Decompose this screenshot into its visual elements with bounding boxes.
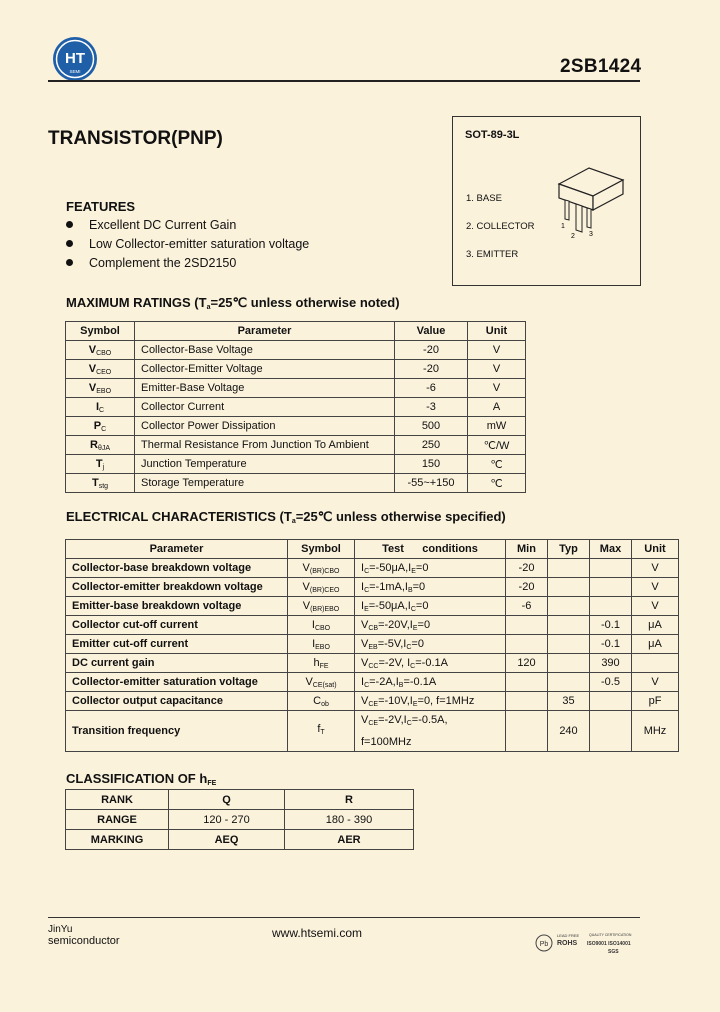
electrical-table bbox=[65, 539, 679, 752]
value-cell: 150 bbox=[395, 455, 468, 474]
svg-text:2: 2 bbox=[571, 233, 575, 240]
feature-item: Low Collector-emitter saturation voltage bbox=[66, 237, 309, 251]
classification-cell: AEQ bbox=[169, 830, 285, 850]
package-name: SOT-89-3L bbox=[465, 129, 520, 141]
features-heading: FEATURES bbox=[66, 199, 136, 214]
svg-text:ROHS: ROHS bbox=[557, 940, 578, 947]
table-row bbox=[66, 711, 679, 752]
min-cell: -20 bbox=[506, 559, 548, 578]
max-cell: -0.5 bbox=[590, 673, 632, 692]
table-row bbox=[66, 692, 679, 711]
feature-item: Complement the 2SD2150 bbox=[66, 256, 236, 270]
unit-cell bbox=[632, 654, 679, 673]
table-row bbox=[66, 455, 526, 474]
page-title: TRANSISTOR(PNP) bbox=[48, 128, 223, 149]
feature-item: Excellent DC Current Gain bbox=[66, 218, 236, 232]
parameter-cell: Collector-emitter breakdown voltage bbox=[66, 578, 288, 597]
svg-text:LEAD FREE: LEAD FREE bbox=[557, 933, 580, 938]
classification-table bbox=[65, 789, 414, 850]
max-cell bbox=[590, 597, 632, 616]
max-cell: -0.1 bbox=[590, 616, 632, 635]
symbol-cell: $V_{CBO}$ bbox=[66, 341, 135, 360]
unit-cell: mW bbox=[468, 417, 526, 436]
parameter-cell: Collector-Emitter Voltage bbox=[135, 360, 395, 379]
min-cell: 120 bbox=[506, 654, 548, 673]
table-row bbox=[66, 559, 679, 578]
value-cell: 250 bbox=[395, 436, 468, 455]
parameter-cell: DC current gain bbox=[66, 654, 288, 673]
typ-cell bbox=[548, 673, 590, 692]
parameter-cell: Collector Current bbox=[135, 398, 395, 417]
parameter-cell: Thermal Resistance From Junction To Ambient bbox=[135, 436, 395, 455]
table-row bbox=[66, 790, 414, 810]
symbol-cell: $f_T$ bbox=[288, 711, 355, 752]
max-ratings-table bbox=[65, 321, 526, 493]
table-row bbox=[66, 360, 526, 379]
unit-cell: A bbox=[468, 398, 526, 417]
condition-cell: $I_C=-50\mu A,I_E=0$ bbox=[355, 559, 506, 578]
symbol-cell: $R_{\theta JA}$ bbox=[66, 436, 135, 455]
min-cell bbox=[506, 692, 548, 711]
parameter-cell: Collector-Base Voltage bbox=[135, 341, 395, 360]
column-header: Value bbox=[395, 322, 468, 341]
classification-cell: Q bbox=[169, 790, 285, 810]
company-subtitle: semiconductor bbox=[48, 935, 120, 947]
column-header: Symbol bbox=[66, 322, 135, 341]
table-row bbox=[66, 474, 526, 493]
max-cell bbox=[590, 559, 632, 578]
typ-cell bbox=[548, 616, 590, 635]
table-row bbox=[66, 654, 679, 673]
symbol-cell: $C_{ob}$ bbox=[288, 692, 355, 711]
bullet-icon bbox=[66, 221, 73, 228]
value-cell: -55~+150 bbox=[395, 474, 468, 493]
unit-cell: V bbox=[632, 578, 679, 597]
value-cell: -3 bbox=[395, 398, 468, 417]
unit-cell: μA bbox=[632, 635, 679, 654]
unit-cell: ℃/W bbox=[468, 436, 526, 455]
symbol-cell: $T_j$ bbox=[66, 455, 135, 474]
max-cell bbox=[590, 711, 632, 752]
min-cell bbox=[506, 616, 548, 635]
certification-badges bbox=[535, 928, 655, 958]
svg-text:3: 3 bbox=[589, 231, 593, 238]
logo-subtext: SEMI bbox=[69, 69, 81, 74]
parameter-cell: Emitter-Base Voltage bbox=[135, 379, 395, 398]
unit-cell: V bbox=[632, 559, 679, 578]
svg-text:1: 1 bbox=[561, 223, 565, 230]
unit-cell: V bbox=[468, 379, 526, 398]
condition-cell: $I_C=-1mA,I_B=0$ bbox=[355, 578, 506, 597]
logo-text: HT bbox=[65, 50, 85, 67]
column-header: Max bbox=[590, 540, 632, 559]
part-number: 2SB1424 bbox=[560, 56, 642, 77]
unit-cell: V bbox=[632, 673, 679, 692]
classification-cell: AER bbox=[285, 830, 414, 850]
typ-cell bbox=[548, 578, 590, 597]
website-link[interactable]: www.htsemi.com bbox=[272, 926, 363, 940]
symbol-cell: $I_{EBO}$ bbox=[288, 635, 355, 654]
classification-cell: R bbox=[285, 790, 414, 810]
footer-divider bbox=[48, 917, 640, 918]
table-row bbox=[66, 379, 526, 398]
symbol-cell: $I_{CBO}$ bbox=[288, 616, 355, 635]
table-row bbox=[66, 810, 414, 830]
symbol-cell: $P_C$ bbox=[66, 417, 135, 436]
symbol-cell: $V_{(BR)CEO}$ bbox=[288, 578, 355, 597]
parameter-cell: Collector output capacitance bbox=[66, 692, 288, 711]
table-row bbox=[66, 578, 679, 597]
column-header: Unit bbox=[468, 322, 526, 341]
package-drawing bbox=[545, 162, 635, 242]
parameter-cell: Junction Temperature bbox=[135, 455, 395, 474]
min-cell: -6 bbox=[506, 597, 548, 616]
table-row bbox=[66, 436, 526, 455]
symbol-cell: $h_{FE}$ bbox=[288, 654, 355, 673]
svg-text:SGS: SGS bbox=[608, 949, 619, 955]
value-cell: 500 bbox=[395, 417, 468, 436]
classification-cell: RANK bbox=[66, 790, 169, 810]
symbol-cell: $V_{EBO}$ bbox=[66, 379, 135, 398]
max-cell bbox=[590, 578, 632, 597]
min-cell bbox=[506, 711, 548, 752]
unit-cell: V bbox=[468, 360, 526, 379]
bullet-icon bbox=[66, 259, 73, 266]
value-cell: -6 bbox=[395, 379, 468, 398]
symbol-cell: $V_{CE(sat)}$ bbox=[288, 673, 355, 692]
condition-cell: $V_{CC}=-2V$, $I_C=-0.1A$ bbox=[355, 654, 506, 673]
pin-label: 1. BASE bbox=[466, 193, 502, 204]
condition-cell: $I_C=-2A,I_B=-0.1A$ bbox=[355, 673, 506, 692]
max-cell: -0.1 bbox=[590, 635, 632, 654]
classification-cell: 180 - 390 bbox=[285, 810, 414, 830]
symbol-cell: $V_{CEO}$ bbox=[66, 360, 135, 379]
unit-cell: V bbox=[632, 597, 679, 616]
table-row bbox=[66, 673, 679, 692]
svg-text:QUALITY CERTIFICATION: QUALITY CERTIFICATION bbox=[589, 933, 632, 937]
header-divider bbox=[48, 80, 640, 82]
typ-cell bbox=[548, 635, 590, 654]
electrical-heading: ELECTRICAL CHARACTERISTICS ($T_a=25℃$ unless otherwise specified) bbox=[66, 509, 506, 525]
typ-cell bbox=[548, 654, 590, 673]
max-cell bbox=[590, 692, 632, 711]
max-cell: 390 bbox=[590, 654, 632, 673]
condition-cell: $V_{CE}=-2V,I_C=-0.5A$, f=100MHz bbox=[355, 711, 506, 752]
parameter-cell: Storage Temperature bbox=[135, 474, 395, 493]
typ-cell: 240 bbox=[548, 711, 590, 752]
parameter-cell: Collector-base breakdown voltage bbox=[66, 559, 288, 578]
table-header-row bbox=[66, 322, 526, 341]
classification-cell: RANGE bbox=[66, 810, 169, 830]
table-row bbox=[66, 616, 679, 635]
parameter-cell: Collector cut-off current bbox=[66, 616, 288, 635]
column-header: Test conditions bbox=[355, 540, 506, 559]
table-row bbox=[66, 830, 414, 850]
value-cell: -20 bbox=[395, 341, 468, 360]
pin-label: 2. COLLECTOR bbox=[466, 221, 535, 232]
max-ratings-heading: MAXIMUM RATINGS ($T_a=25℃$ unless otherwise noted) bbox=[66, 295, 400, 311]
unit-cell: ℃ bbox=[468, 474, 526, 493]
unit-cell: ℃ bbox=[468, 455, 526, 474]
typ-cell bbox=[548, 597, 590, 616]
column-header: Parameter bbox=[66, 540, 288, 559]
bullet-icon bbox=[66, 240, 73, 247]
symbol-cell: $V_{(BR)CBO}$ bbox=[288, 559, 355, 578]
classification-cell: MARKING bbox=[66, 830, 169, 850]
condition-cell: $V_{CB}=-20V,I_E=0$ bbox=[355, 616, 506, 635]
parameter-cell: Collector-emitter saturation voltage bbox=[66, 673, 288, 692]
table-header-row bbox=[66, 540, 679, 559]
condition-cell: $I_E=-50\mu A,I_C=0$ bbox=[355, 597, 506, 616]
pin-label: 3. EMITTER bbox=[466, 249, 519, 260]
company-logo bbox=[52, 36, 98, 82]
parameter-cell: Transition frequency bbox=[66, 711, 288, 752]
column-header: Symbol bbox=[288, 540, 355, 559]
unit-cell: μA bbox=[632, 616, 679, 635]
min-cell bbox=[506, 673, 548, 692]
condition-cell: $V_{CE}=-10V,I_E=0$, f=1MHz bbox=[355, 692, 506, 711]
symbol-cell: $I_C$ bbox=[66, 398, 135, 417]
company-name: JinYu bbox=[48, 924, 73, 935]
unit-cell: MHz bbox=[632, 711, 679, 752]
condition-cell: $V_{EB}=-5V,I_C=0$ bbox=[355, 635, 506, 654]
symbol-cell: $V_{(BR)EBO}$ bbox=[288, 597, 355, 616]
min-cell bbox=[506, 635, 548, 654]
table-row bbox=[66, 417, 526, 436]
typ-cell: 35 bbox=[548, 692, 590, 711]
svg-text:ISO9001 ISO14001: ISO9001 ISO14001 bbox=[587, 941, 631, 947]
unit-cell: pF bbox=[632, 692, 679, 711]
column-header: Parameter bbox=[135, 322, 395, 341]
table-row bbox=[66, 635, 679, 654]
table-row bbox=[66, 398, 526, 417]
column-header: Unit bbox=[632, 540, 679, 559]
value-cell: -20 bbox=[395, 360, 468, 379]
classification-cell: 120 - 270 bbox=[169, 810, 285, 830]
column-header: Typ bbox=[548, 540, 590, 559]
classification-heading: CLASSIFICATION OF $h_{FE}$ bbox=[66, 771, 217, 787]
parameter-cell: Emitter cut-off current bbox=[66, 635, 288, 654]
symbol-cell: $T_{stg}$ bbox=[66, 474, 135, 493]
table-row bbox=[66, 341, 526, 360]
column-header: Min bbox=[506, 540, 548, 559]
unit-cell: V bbox=[468, 341, 526, 360]
min-cell: -20 bbox=[506, 578, 548, 597]
parameter-cell: Collector Power Dissipation bbox=[135, 417, 395, 436]
parameter-cell: Emitter-base breakdown voltage bbox=[66, 597, 288, 616]
svg-text:Pb: Pb bbox=[539, 941, 549, 948]
typ-cell bbox=[548, 559, 590, 578]
table-row bbox=[66, 597, 679, 616]
